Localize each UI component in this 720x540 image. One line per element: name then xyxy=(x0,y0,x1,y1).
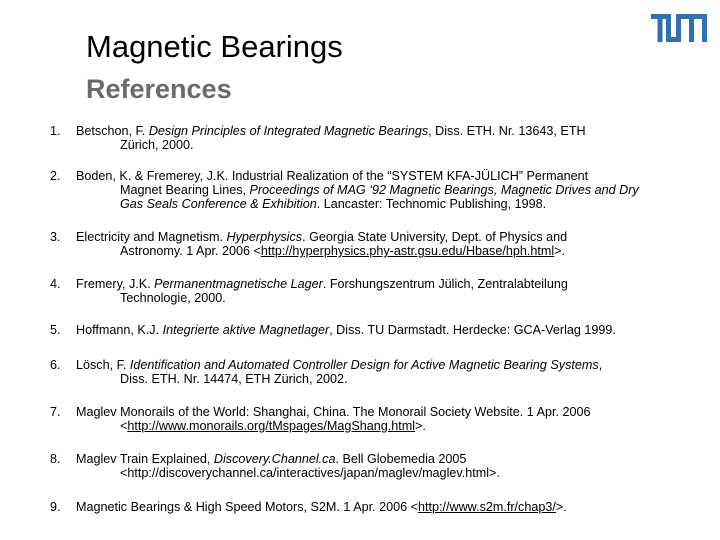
ref-text: , xyxy=(598,358,603,372)
ref-link[interactable]: http://hyperphysics.phy-astr.gsu.edu/Hbase/hph.html xyxy=(260,244,555,258)
ref-text: >. xyxy=(554,244,566,258)
ref-number: 7. xyxy=(50,405,61,419)
ref-link[interactable]: http://www.s2m.fr/chap3/ xyxy=(417,500,556,514)
ref-text: . Lancaster: Technomic Publishing, 1998. xyxy=(316,197,547,211)
page-title: Magnetic Bearings xyxy=(86,29,343,64)
ref-text: , Diss. TU Darmstadt. Herdecke: GCA-Verlag 1999. xyxy=(329,323,616,337)
ref-text: , Diss. ETH. Nr. 13643, ETH xyxy=(428,124,586,138)
ref-text: Zürich, 2000. xyxy=(120,138,194,152)
ref-text: . Bell Globemedia 2005 xyxy=(335,452,467,466)
ref-title: Design Principles of Integrated Magnetic Bearings xyxy=(148,124,429,138)
ref-number: 3. xyxy=(50,230,61,244)
ref-title: Proceedings of MAG ‘92 Magnetic Bearings, Magnetic Drives and Dry xyxy=(249,183,639,197)
ref-text: Hoffmann, K.J. xyxy=(76,323,163,337)
ref-number: 4. xyxy=(50,277,61,291)
ref-text: Electricity and Magnetism. xyxy=(76,230,227,244)
ref-text: Boden, K. & Fremerey, J.K. Industrial Realization of the “SYSTEM KFA-JÜLICH” Permanent xyxy=(76,169,589,183)
page-subtitle: References xyxy=(86,74,232,104)
ref-text: Magnetic Bearings & High Speed Motors, S2M. 1 Apr. 2006 < xyxy=(76,500,418,514)
ref-title: Discovery.Channel.ca xyxy=(213,452,336,466)
ref-link[interactable]: http://www.monorails.org/tMspages/MagShang.html xyxy=(127,419,416,433)
ref-text: >. xyxy=(555,500,567,514)
ref-text: Maglev Monorails of the World: Shanghai, China. The Monorail Society Website. 1 Apr. 2006 xyxy=(76,405,591,419)
ref-text: <http://discoverychannel.ca/interactives/japan/maglev/maglev.html>. xyxy=(120,466,500,480)
ref-title: Hyperphysics xyxy=(226,230,303,244)
ref-number: 5. xyxy=(50,323,61,337)
ref-text: Fremery, J.K. xyxy=(76,277,155,291)
ref-text: Maglev Train Explained, xyxy=(76,452,214,466)
ref-title: Integrierte aktive Magnetlager xyxy=(162,323,330,337)
ref-text: . Forshungszentrum Jülich, Zentralabteilung xyxy=(322,277,568,291)
ref-text: Lösch, F. xyxy=(76,358,130,372)
ref-title: Identification and Automated Controller Design for Active Magnetic Bearing Systems xyxy=(129,358,599,372)
ref-text: Technologie, 2000. xyxy=(120,291,226,305)
ref-text: Betschon, F. xyxy=(76,124,149,138)
ref-number: 6. xyxy=(50,358,61,372)
ref-number: 2. xyxy=(50,169,61,183)
ref-text: Diss. ETH. Nr. 14474, ETH Zürich, 2002. xyxy=(120,372,348,386)
ref-number: 8. xyxy=(50,452,61,466)
ref-text: . Georgia State University, Dept. of Physics and xyxy=(302,230,568,244)
ref-text: < xyxy=(120,419,128,433)
ref-title: Permanentmagnetische Lager xyxy=(154,277,323,291)
ref-number: 1. xyxy=(50,124,61,138)
ref-text: Astronomy. 1 Apr. 2006 < xyxy=(120,244,261,258)
ref-text: >. xyxy=(415,419,426,433)
ref-text: Magnet Bearing Lines, xyxy=(120,183,250,197)
ref-number: 9. xyxy=(50,500,61,514)
ref-title: Gas Seals Conference & Exhibition xyxy=(120,197,317,211)
